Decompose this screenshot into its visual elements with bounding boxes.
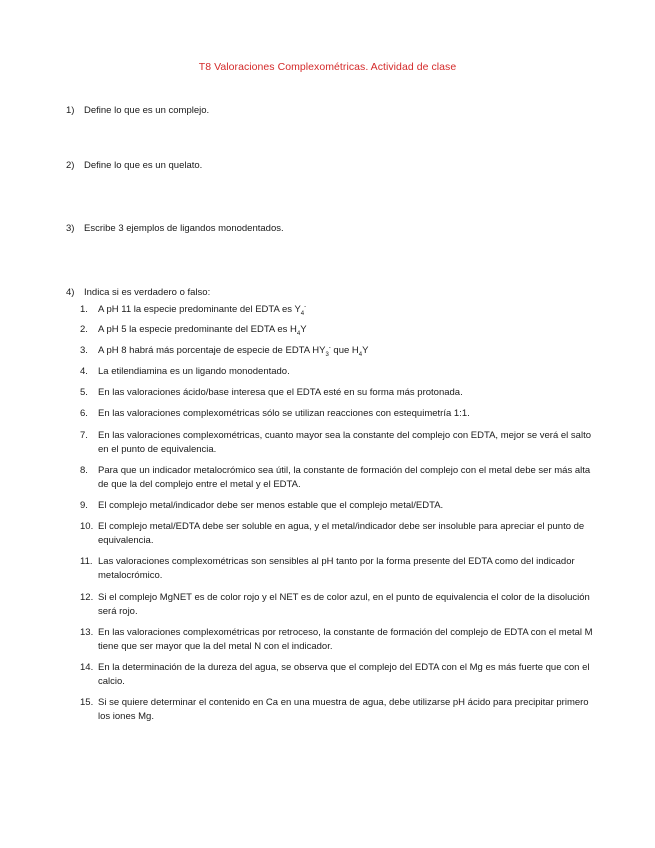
list-item	[80, 520, 600, 547]
question-number: 3)	[66, 223, 75, 234]
item-number: 6.	[80, 408, 88, 419]
item-number: 7.	[80, 430, 88, 441]
list-item	[80, 344, 600, 358]
question-2	[66, 159, 202, 172]
item-number: 1.	[80, 304, 88, 315]
list-item	[80, 365, 600, 379]
question-number: 2)	[66, 160, 75, 171]
item-text: En la determinación de la dureza del agua, se observa que el complejo del EDTA con el Mg es más fuerte que con el calcio.	[98, 662, 590, 687]
list-item	[80, 696, 600, 723]
item-text: A pH 5 la especie predominante del EDTA es $H_4Y$	[98, 324, 307, 337]
item-text: En las valoraciones complexométricas por retroceso, la constante de formación del complejo de EDTA con el metal M tiene que ser mayor que la del metal N con el indicador.	[98, 627, 593, 652]
list-item	[80, 386, 600, 400]
question-text: Define lo que es un complejo.	[84, 105, 210, 116]
question-1	[66, 104, 209, 117]
item-text: La etilendiamina es un ligando monodentado.	[98, 366, 290, 377]
list-item	[80, 626, 600, 653]
item-text: En las valoraciones complexométricas sólo se utilizan reacciones con estequimetría 1:1.	[98, 408, 470, 419]
item-text: A pH 11 la especie predominante del EDTA es $Y_4^-$	[98, 303, 307, 317]
question-text: Escribe 3 ejemplos de ligandos monodentados.	[84, 223, 284, 234]
item-text: El complejo metal/indicador debe ser menos estable que el complejo metal/EDTA.	[98, 500, 444, 511]
item-number: 15.	[80, 697, 94, 708]
list-item	[80, 464, 600, 491]
list-item	[80, 591, 600, 618]
item-text: Para que un indicador metalocrómico sea útil, la constante de formación del complejo con el metal debe ser más alta de que la del complejo entre el metal y el EDTA.	[98, 465, 591, 490]
list-item	[80, 303, 600, 317]
item-number: 2.	[80, 324, 88, 335]
item-text: En las valoraciones ácido/base interesa que el EDTA esté en su forma más protonada.	[98, 387, 463, 398]
question-4	[66, 286, 210, 299]
document-title: T8 Valoraciones Complexométricas. Actividad de clase	[198, 61, 457, 73]
question-text: Indica si es verdadero o falso:	[84, 287, 211, 298]
item-text: Si se quiere determinar el contenido en Ca en una muestra de agua, debe utilizarse pH ácido para precipitar primero los iones Mg.	[98, 697, 589, 722]
list-item	[80, 407, 600, 421]
list-item	[80, 555, 600, 582]
item-number: 5.	[80, 387, 88, 398]
list-item	[80, 429, 600, 456]
question-number: 4)	[66, 287, 75, 298]
item-number: 3.	[80, 345, 88, 356]
item-text: A pH 8 habrá más porcentaje de especie de EDTA $HY_3^-$ que $H_4Y$	[98, 344, 369, 358]
item-text: Si el complejo MgNET es de color rojo y el NET es de color azul, en el punto de equivalencia el color de la disolución será rojo.	[98, 592, 590, 617]
item-text: Las valoraciones complexométricas son sensibles al pH tanto por la forma presente del EDTA como del indicador metalocrómico.	[98, 556, 575, 581]
list-item	[80, 499, 600, 513]
item-text: En las valoraciones complexométricas, cuanto mayor sea la constante del complejo con EDTA, mejor se verá el salto en el punto de equivalencia.	[98, 430, 591, 455]
item-number: 10.	[80, 521, 94, 532]
item-number: 8.	[80, 465, 88, 476]
list-item	[80, 661, 600, 688]
item-number: 9.	[80, 500, 88, 511]
item-text: El complejo metal/EDTA debe ser soluble en agua, y el metal/indicador debe ser insoluble para apreciar el punto de equivalencia.	[98, 521, 585, 546]
item-number: 11.	[80, 556, 93, 567]
item-number: 13.	[80, 627, 94, 638]
item-number: 12.	[80, 592, 94, 603]
question-3	[66, 222, 284, 235]
item-number: 4.	[80, 366, 88, 377]
question-text: Define lo que es un quelato.	[84, 160, 203, 171]
item-number: 14.	[80, 662, 94, 673]
list-item	[80, 323, 600, 337]
question-number: 1)	[66, 105, 75, 116]
